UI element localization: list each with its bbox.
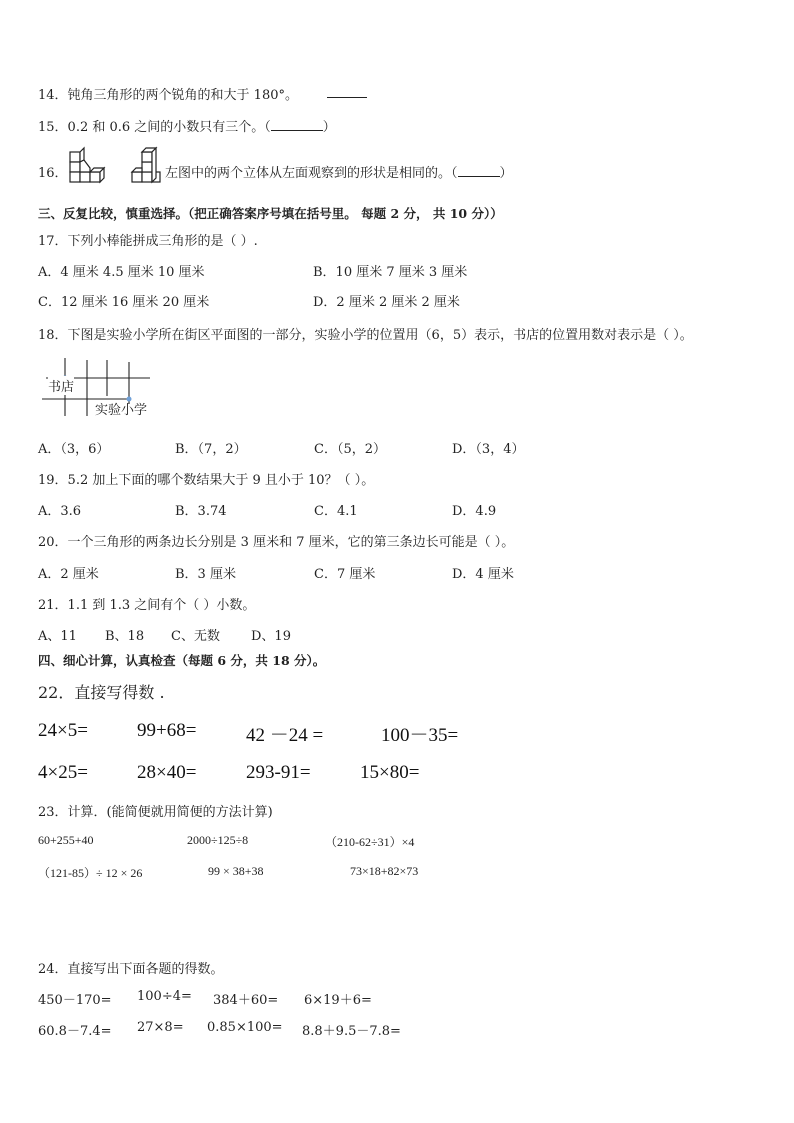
question-16-close: ） — [499, 166, 513, 181]
question-18-option-c[interactable]: C．（5，2） — [314, 442, 386, 457]
question-19-option-a[interactable]: A．3.6 — [38, 504, 82, 519]
q22-item: 293-91= — [246, 762, 311, 783]
question-21-option-a[interactable]: A、11 — [38, 629, 77, 644]
question-16-text: 左图中的两个立体从左面观察到的形状是相同的。（ — [165, 166, 458, 181]
q24-item: 100÷4= — [137, 989, 192, 1004]
q22-item: 100－35= — [381, 725, 459, 746]
question-20-text: 20．一个三角形的两条边长分别是 3 厘米和 7 厘米，它的第三条边长可能是（ ）。 — [38, 535, 515, 550]
question-23-title: 23．计算．(能简便就用简便的方法计算) — [38, 805, 273, 820]
q24-item: 27×8= — [137, 1020, 184, 1035]
q22-item: 99+68= — [137, 720, 197, 741]
question-18-option-a[interactable]: A．（3，6） — [38, 442, 110, 457]
question-21-option-c[interactable]: C、无数 — [171, 629, 220, 644]
question-19-text: 19．5.2 加上下面的哪个数结果大于 9 且小于 10？（ ）。 — [38, 473, 375, 488]
question-14 — [38, 84, 298, 103]
question-16-number: 16． — [38, 166, 68, 181]
q23-item: （210-62÷31）×4 — [325, 835, 415, 849]
question-16 — [165, 162, 513, 181]
question-22-title: 22．直接写得数 . — [38, 683, 165, 702]
question-17-option-a[interactable]: A．4 厘米 4.5 厘米 10 厘米 — [38, 265, 205, 280]
question-17-text: 17．下列小棒能拼成三角形的是（ ）. — [38, 234, 258, 249]
section-4-heading: 四、细心计算，认真检查（每题 6 分，共 18 分）。 — [38, 653, 326, 668]
question-19-option-d[interactable]: D．4.9 — [452, 504, 497, 519]
question-18-option-d[interactable]: D．（3，4） — [452, 442, 525, 457]
q23-item: （121-85）÷ 12 × 26 — [38, 866, 143, 880]
question-14-text: 14．钝角三角形的两个锐角的和大于 180°。 — [38, 88, 298, 103]
q22-item: 15×80= — [360, 762, 420, 783]
cube-figure-right — [130, 151, 166, 187]
question-20-option-d[interactable]: D．4 厘米 — [452, 567, 514, 582]
question-15 — [38, 116, 336, 135]
question-15-close: ） — [322, 120, 336, 135]
q22-item: 4×25= — [38, 762, 88, 783]
q23-item: 99 × 38+38 — [208, 864, 264, 878]
question-20-option-a[interactable]: A．2 厘米 — [38, 567, 99, 582]
q23-item: 60+255+40 — [38, 833, 94, 847]
map-label-school: 实验小学 — [95, 403, 148, 418]
question-17-option-b[interactable]: B．10 厘米 7 厘米 3 厘米 — [313, 265, 468, 280]
q23-item: 73×18+82×73 — [350, 864, 419, 878]
question-19-option-c[interactable]: C．4.1 — [314, 504, 358, 519]
q24-item: 6×19＋6= — [304, 993, 372, 1008]
answer-blank-16[interactable] — [458, 164, 500, 177]
question-21-option-d[interactable]: D、19 — [251, 629, 291, 644]
q23-item: 2000÷125÷8 — [187, 833, 249, 847]
answer-blank-15[interactable] — [271, 118, 323, 131]
question-15-text: 15．0.2 和 0.6 之间的小数只有三个。（ — [38, 120, 271, 135]
question-18-text: 18．下图是实验小学所在街区平面图的一部分，实验小学的位置用（6，5）表示，书店的位置用数对表示是（ ）。 — [38, 328, 693, 343]
q24-item: 60.8－7.4= — [38, 1024, 112, 1039]
question-18-option-b[interactable]: B．（7，2） — [175, 442, 247, 457]
question-21-option-b[interactable]: B、18 — [105, 629, 145, 644]
q22-item: 28×40= — [137, 762, 197, 783]
answer-blank-14[interactable] — [327, 97, 367, 98]
q22-item: 24×5= — [38, 720, 88, 741]
section-3-heading: 三、反复比较，慎重选择。（把正确答案序号填在括号里。 每题 2 分， 共 10 分）） — [38, 206, 503, 221]
q22-item: 42 －24 = — [246, 725, 324, 746]
q24-item: 384＋60= — [213, 993, 279, 1008]
question-19-option-b[interactable]: B．3.74 — [175, 504, 227, 519]
q24-item: 450－170= — [38, 993, 112, 1008]
q24-item: 8.8＋9.5－7.8= — [302, 1024, 401, 1039]
q24-item: 0.85×100= — [207, 1020, 283, 1035]
cube-figure-left — [68, 151, 110, 187]
question-20-option-b[interactable]: B．3 厘米 — [175, 567, 236, 582]
question-17-option-d[interactable]: D．2 厘米 2 厘米 2 厘米 — [313, 295, 460, 310]
map-label-bookstore: 书店 — [48, 376, 74, 395]
question-24-title: 24．直接写出下面各题的得数。 — [38, 962, 224, 977]
question-20-option-c[interactable]: C．7 厘米 — [314, 567, 376, 582]
question-17-option-c[interactable]: C．12 厘米 16 厘米 20 厘米 — [38, 295, 210, 310]
question-21-text: 21．1.1 到 1.3 之间有个（ ）小数。 — [38, 598, 256, 613]
